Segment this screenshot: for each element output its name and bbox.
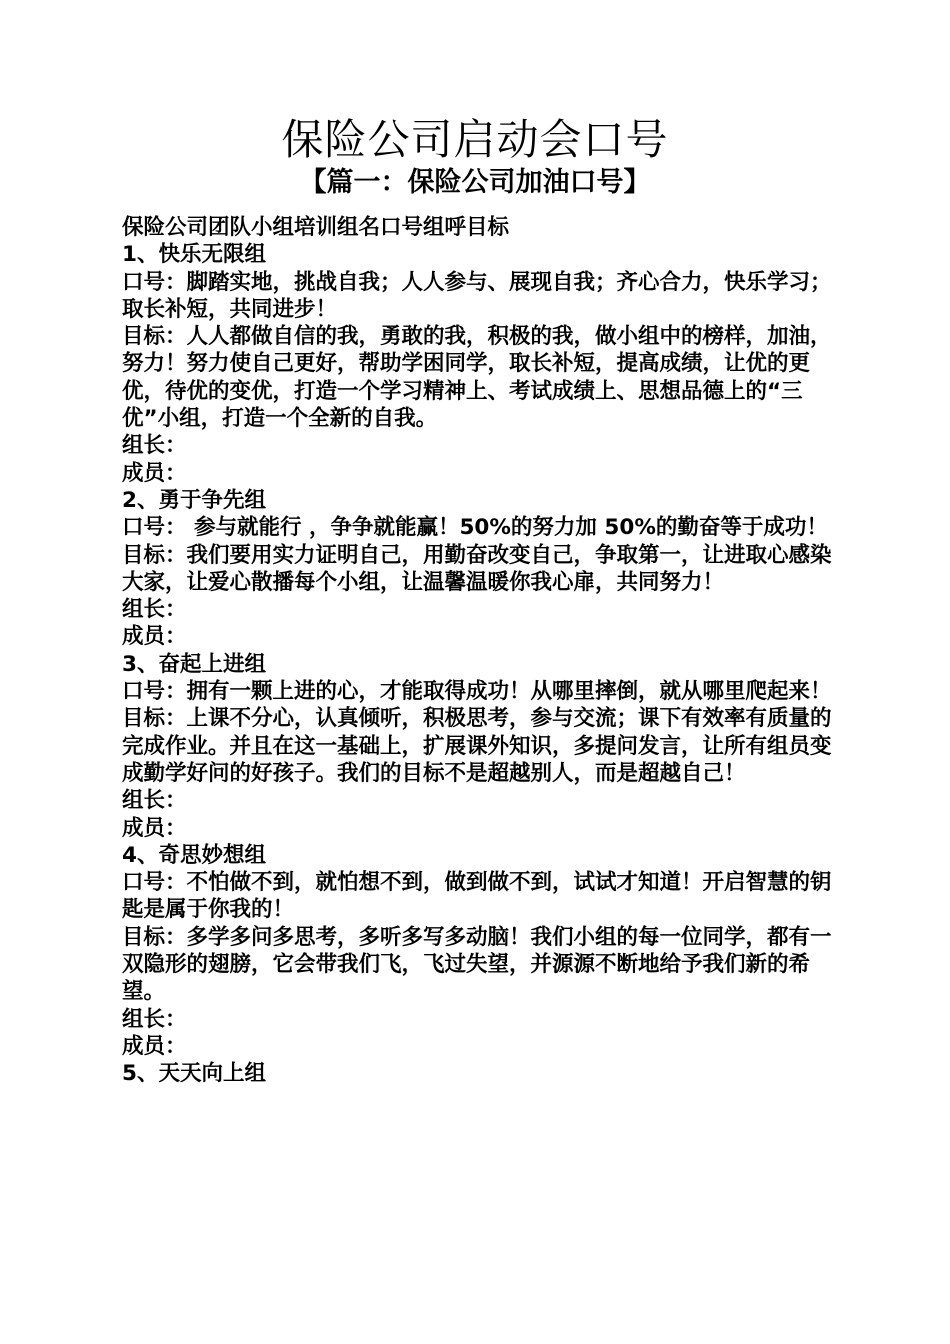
document-body bbox=[116, 214, 838, 1088]
group-members-label: 成员： bbox=[122, 624, 187, 650]
group-goal: 目标：上课不分心，认真倾听，积极思考，参与交流；课下有效率有质量的完成作业。并且在这一基础上，扩展课外知识，多提问发言，让所有组员变成勤学好问的好孩子。我们的目标不是超越别人，而是超越自己！ bbox=[122, 706, 832, 786]
group-goal: 目标：多学多问多思考，多听多写多动脑！我们小组的每一位同学，都有一双隐形的翅膀，它会带我们飞，飞过失望，并源源不断地给予我们新的希望。 bbox=[122, 924, 832, 1005]
group-leader-label: 组长： bbox=[122, 1006, 187, 1032]
group-name: 1、快乐无限组 bbox=[122, 242, 266, 268]
group-slogan: 口号：不怕做不到，就怕想不到，做到做不到，试试才知道！开启智慧的钥匙是属于你我的！ bbox=[122, 870, 832, 923]
group-leader-label: 组长： bbox=[122, 597, 187, 623]
document-title: 保险公司启动会口号 bbox=[281, 115, 669, 164]
group-name: 2、勇于争先组 bbox=[122, 487, 266, 513]
group-slogan: 口号： 参与就能行 ，争争就能赢！50%的努力加 50%的勤奋等于成功！ bbox=[122, 515, 828, 541]
group-members-label: 成员： bbox=[122, 1033, 187, 1059]
group-slogan: 口号：拥有一颗上进的心，才能取得成功！从哪里摔倒，就从哪里爬起来！ bbox=[122, 679, 832, 705]
group-members-label: 成员： bbox=[122, 460, 187, 486]
group-members-label: 成员： bbox=[122, 815, 187, 841]
section-heading: 保险公司团队小组培训组名口号组呼目标 bbox=[122, 215, 510, 240]
group-goal: 目标：人人都做自信的我，勇敢的我，积极的我，做小组中的榜样，加油，努力！努力使自己更好，帮助学困同学，取长补短，提高成绩，让优的更优，待优的变优，打造一个学习精神上、考试成绩上、思想品德上的“三优”小组，打造一个全新的自我。 bbox=[122, 324, 832, 432]
group-slogan: 口号：脚踏实地，挑战自我；人人参与、展现自我；齐心合力，快乐学习；取长补短，共同进步！ bbox=[122, 269, 832, 322]
group-name: 4、奇思妙想组 bbox=[122, 842, 266, 868]
group-name: 5、天天向上组 bbox=[122, 1061, 266, 1087]
group-name: 3、奋起上进组 bbox=[122, 651, 266, 677]
document-subtitle: 【篇一：保险公司加油口号】 bbox=[299, 167, 651, 198]
group-leader-label: 组长： bbox=[122, 433, 187, 459]
group-leader-label: 组长： bbox=[122, 788, 187, 814]
group-goal: 目标：我们要用实力证明自己，用勤奋改变自己，争取第一，让进取心感染大家，让爱心散播每个小组，让温馨温暖你我心扉，共同努力！ bbox=[122, 542, 832, 595]
